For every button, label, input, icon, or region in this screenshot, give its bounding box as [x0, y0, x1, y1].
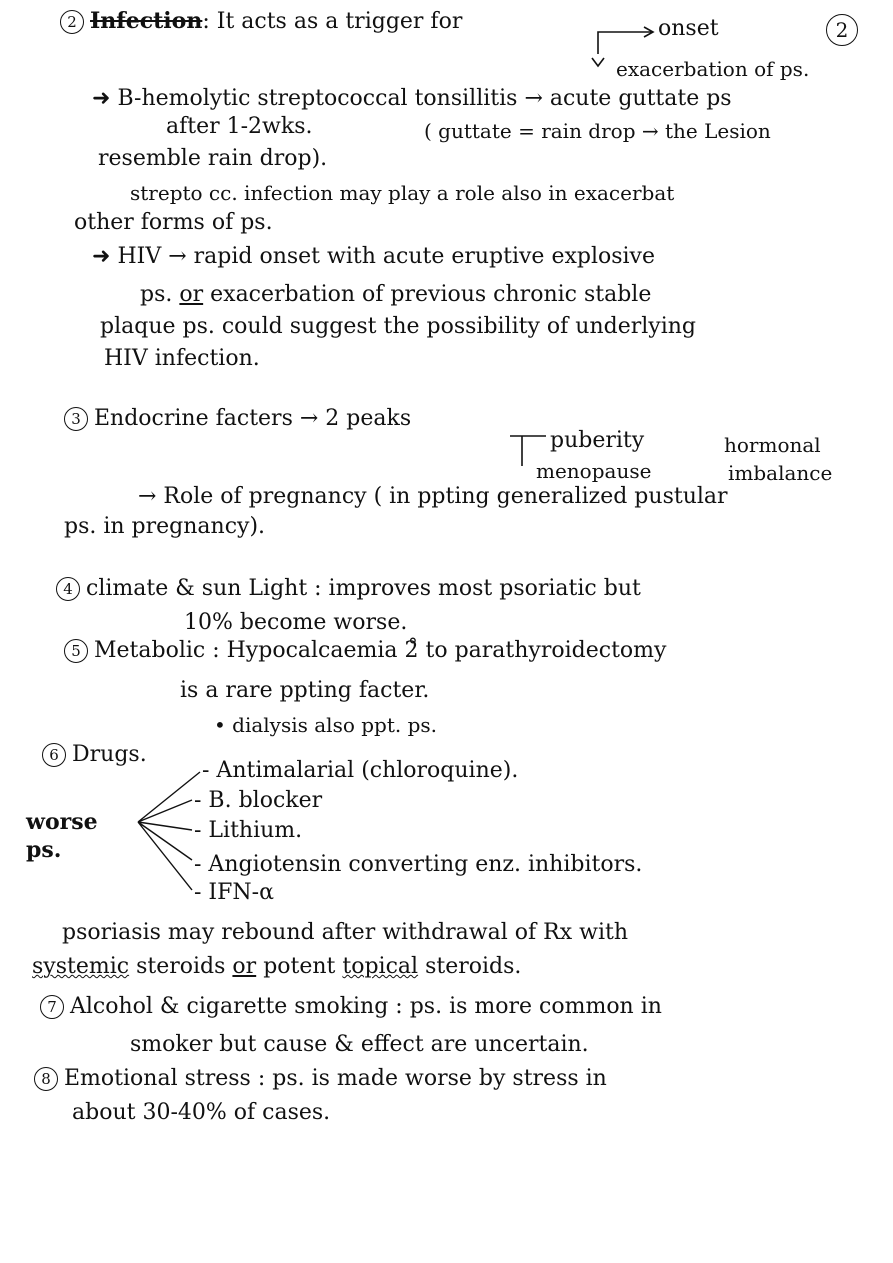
- page-number-badge: 2: [826, 14, 858, 46]
- infection-branch-onset: onset: [658, 16, 719, 41]
- infection-heading-line: [60, 8, 462, 35]
- drug-item: - Angiotensin converting enz. inhibitors.: [194, 852, 643, 877]
- endocrine-note-imbalance: imbalance: [728, 461, 833, 485]
- rebound-steroids-2: steroids.: [425, 954, 522, 979]
- section-number-7: 7: [40, 995, 64, 1019]
- endocrine-note-hormonal: hormonal: [724, 433, 821, 457]
- hiv-line-1-text: HIV → rapid onset with acute eruptive explosive: [117, 244, 656, 269]
- pregnancy-line-1: → Role of pregnancy ( in ppting generalized pustular: [138, 484, 728, 509]
- rebound-systemic: systemic: [32, 954, 130, 979]
- arrow-icon: ➜: [92, 244, 118, 269]
- alcohol-text-1: Alcohol & cigarette smoking : ps. is more common in: [70, 994, 662, 1019]
- infection-branch-exacerbation: exacerbation of ps.: [616, 57, 810, 81]
- infection-trigger-text: : It acts as a trigger for: [202, 9, 463, 34]
- section-number-2: 2: [60, 10, 84, 34]
- rebound-steroids: steroids: [136, 954, 226, 979]
- hiv-line-2-ps: ps.: [140, 282, 173, 307]
- hiv-line-3: plaque ps. could suggest the possibility of underlying: [100, 314, 696, 339]
- rebound-or: or: [232, 954, 257, 979]
- stress-line-1: [34, 1066, 607, 1092]
- section-number-5: 5: [64, 639, 88, 663]
- section-number-6: 6: [42, 743, 66, 767]
- drug-item: - IFN-α: [194, 880, 274, 905]
- drug-item: - B. blocker: [194, 788, 323, 813]
- rebound-line-2: [32, 954, 521, 980]
- metabolic-line-3: • dialysis also ppt. ps.: [214, 713, 438, 737]
- arrow-head-exacerbation: [592, 58, 604, 66]
- metabolic-line-1: [64, 638, 666, 664]
- strep-line-2b: ( guttate = rain drop → the Lesion: [424, 119, 771, 143]
- drug-item: - Antimalarial (chloroquine).: [202, 758, 519, 783]
- drugs-side-label: [26, 808, 98, 864]
- rebound-potent: potent: [263, 954, 336, 979]
- stress-line-2: about 30-40% of cases.: [72, 1100, 331, 1125]
- infection-heading: Infection: [90, 8, 203, 34]
- hiv-line-1: [92, 244, 655, 270]
- metabolic-line-2: is a rare ppting facter.: [180, 678, 430, 703]
- drugs-line: [42, 742, 147, 768]
- hiv-line-2: [140, 282, 651, 308]
- strep-role-1: strepto cc. infection may play a role also in exacerbat: [130, 181, 675, 205]
- climate-text-1: climate & sun Light : improves most psoriatic but: [86, 576, 641, 601]
- trigger-bracket: [598, 32, 652, 54]
- rebound-line-1: psoriasis may rebound after withdrawal of Rx with: [62, 920, 628, 945]
- rebound-topical: topical: [342, 954, 419, 979]
- section-number-4: 4: [56, 577, 80, 601]
- drugs-fan-lines: [138, 772, 200, 890]
- alcohol-line-1: [40, 994, 662, 1020]
- endocrine-line: [64, 406, 411, 432]
- climate-line-1: [56, 576, 641, 602]
- section-number-3: 3: [64, 407, 88, 431]
- endocrine-peak-menopause: menopause: [536, 459, 652, 483]
- pregnancy-line-2: ps. in pregnancy).: [64, 514, 266, 539]
- metabolic-text-1: Metabolic : Hypocalcaemia 2̊ to parathyroidectomy: [94, 638, 667, 663]
- hiv-line-2-or: or: [179, 282, 204, 307]
- drugs-label: Drugs.: [72, 742, 147, 767]
- strep-line-1-text: B-hemolytic streptococcal tonsillitis → acute guttate ps: [117, 86, 732, 111]
- strep-line-2a: after 1-2wks.: [166, 114, 313, 139]
- section-number-8: 8: [34, 1067, 58, 1091]
- stress-text-1: Emotional stress : ps. is made worse by stress in: [64, 1066, 607, 1091]
- climate-line-2: 10% become worse.: [184, 610, 408, 635]
- endocrine-text: Endocrine facters → 2 peaks: [94, 406, 412, 431]
- hiv-line-4: HIV infection.: [104, 346, 260, 371]
- strep-line-3: resemble rain drop).: [98, 146, 328, 171]
- strep-role-2: other forms of ps.: [74, 210, 273, 235]
- side-label-worse: worse: [26, 809, 98, 835]
- alcohol-line-2: smoker but cause & effect are uncertain.: [130, 1032, 589, 1057]
- arrow-icon: ➜: [92, 86, 118, 111]
- arrow-head-onset: [644, 27, 653, 37]
- drug-item: - Lithium.: [194, 818, 303, 843]
- strep-line-1: [92, 86, 732, 112]
- endocrine-peak-puberty: puberity: [550, 428, 645, 453]
- hiv-line-2-text: exacerbation of previous chronic stable: [210, 282, 652, 307]
- side-label-ps: ps.: [26, 837, 62, 863]
